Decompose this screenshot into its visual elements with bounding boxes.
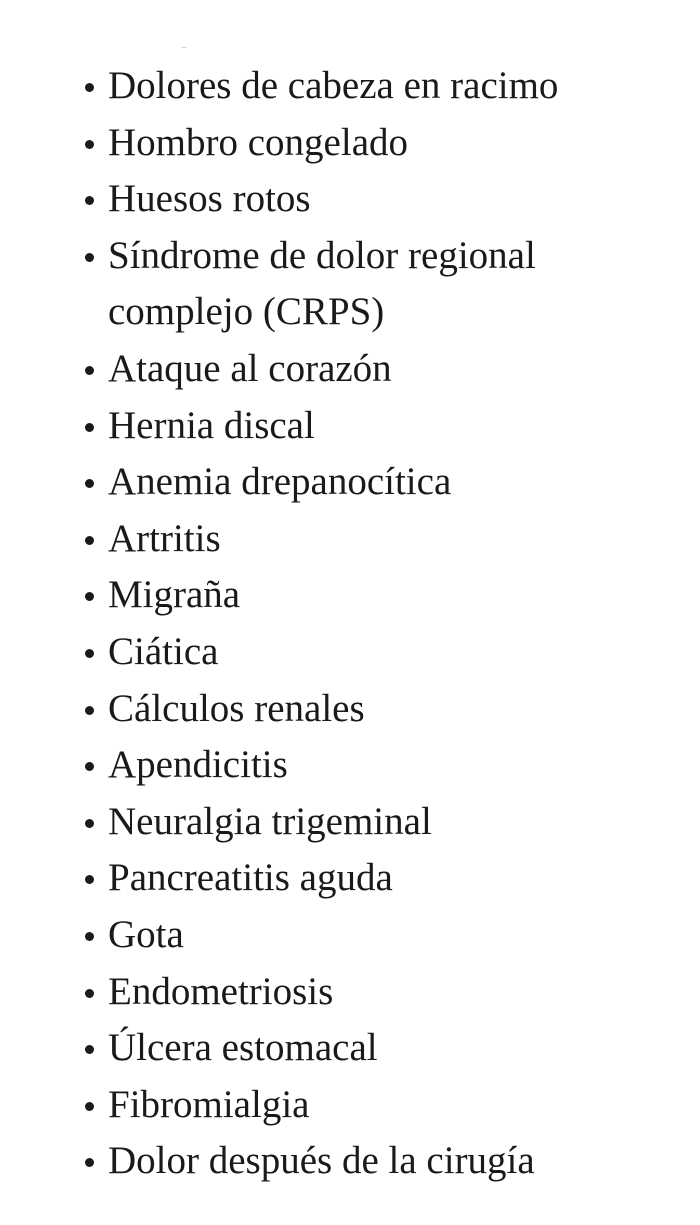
list-item-label: Endometriosis	[108, 969, 334, 1013]
list-item	[80, 398, 680, 455]
bullet-icon	[85, 196, 94, 205]
list-item-label: Apendicitis	[108, 743, 288, 787]
list-item	[80, 1133, 680, 1190]
bullet-icon	[85, 875, 94, 884]
bullet-icon	[85, 536, 94, 545]
list-item-label: Hombro congelado	[108, 120, 409, 164]
list-item-label: Úlcera estomacal	[108, 1026, 378, 1070]
list-item	[80, 228, 680, 341]
list-item-label: Síndrome de dolor regional complejo (CRPS)	[108, 233, 536, 334]
bullet-icon	[85, 762, 94, 771]
bullet-icon	[85, 932, 94, 941]
bullet-icon	[85, 1102, 94, 1111]
list-item	[80, 341, 680, 398]
list-item	[80, 1077, 680, 1134]
list-item	[80, 737, 680, 794]
bullet-icon	[85, 479, 94, 488]
bullet-icon	[85, 1045, 94, 1054]
bullet-icon	[85, 83, 94, 92]
bullet-icon	[85, 423, 94, 432]
list-item-label: Dolor después de la cirugía	[108, 1139, 535, 1183]
list-item-label: Anemia drepanocítica	[108, 460, 452, 504]
list-item-label: Ataque al corazón	[108, 346, 392, 390]
list-item-label: Neuralgia trigeminal	[108, 799, 432, 843]
bullet-icon	[85, 819, 94, 828]
list-item-label: Hernia discal	[108, 403, 315, 447]
list-item	[80, 454, 680, 511]
list-item	[80, 115, 680, 172]
list-item-label: Pancreatitis aguda	[108, 856, 393, 900]
list-item-label: Fibromialgia	[108, 1082, 310, 1126]
list-item	[80, 567, 680, 624]
list-item-label: Artritis	[108, 516, 221, 560]
list-item	[80, 850, 680, 907]
list-item-label: Gota	[108, 912, 184, 956]
list-item-label: Ciática	[108, 629, 219, 673]
list-item	[80, 681, 680, 738]
list-item	[80, 171, 680, 228]
list-item	[80, 907, 680, 964]
bullet-icon	[85, 989, 94, 998]
scan-speck	[181, 47, 187, 48]
list-item-label: Migraña	[108, 573, 241, 617]
bullet-icon	[85, 706, 94, 715]
list-item	[80, 624, 680, 681]
list-item-label: Dolores de cabeza en racimo	[108, 64, 559, 107]
pain-conditions-list	[80, 58, 680, 1190]
list-item	[80, 58, 680, 115]
bullet-icon	[85, 366, 94, 375]
bullet-icon	[85, 649, 94, 658]
list-item-label: Huesos rotos	[108, 177, 311, 221]
list-item	[80, 964, 680, 1021]
bullet-icon	[85, 1158, 94, 1167]
list-item-label: Cálculos renales	[108, 686, 365, 730]
bullet-icon	[85, 140, 94, 149]
list-item	[80, 1020, 680, 1077]
bullet-icon	[85, 253, 94, 262]
bullet-icon	[85, 592, 94, 601]
list-item	[80, 794, 680, 851]
list-item	[80, 511, 680, 568]
